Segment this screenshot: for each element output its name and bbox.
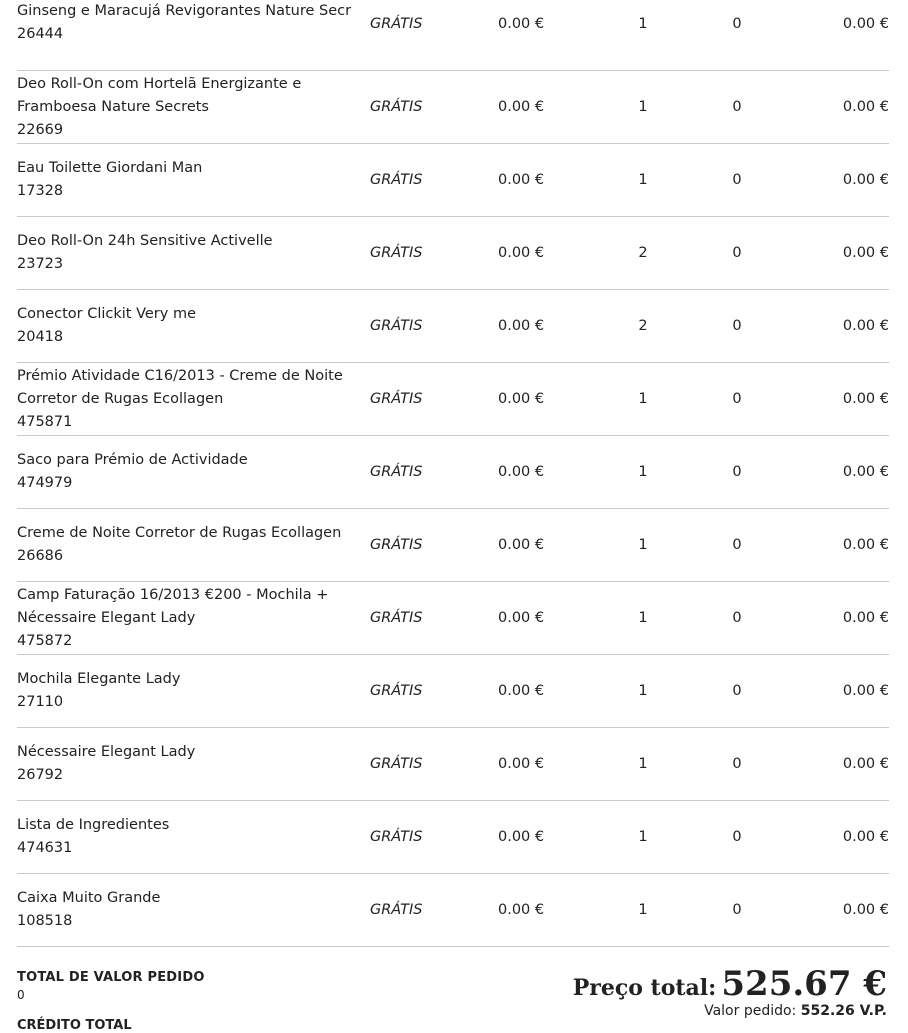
product-code: 475871 [17, 414, 73, 430]
product-info [17, 0, 377, 46]
unit-price-free: GRÁTIS [370, 610, 423, 626]
extra-value: 0 [732, 318, 742, 334]
product-info [17, 365, 377, 434]
order-value-label: Valor pedido: [704, 1003, 797, 1019]
product-code: 475872 [17, 633, 73, 649]
table-row [17, 217, 889, 290]
product-code: 26444 [17, 26, 64, 42]
extra-value: 0 [732, 99, 742, 115]
price-value: 0.00 € [498, 245, 545, 261]
product-name: Deo Roll-On 24h Sensitive Activelle [17, 233, 273, 249]
product-name: Caixa Muito Grande [17, 890, 161, 906]
product-info [17, 668, 377, 714]
line-total: 0.00 € [842, 610, 889, 626]
product-info [17, 73, 377, 142]
price-value: 0.00 € [498, 683, 545, 699]
price-value: 0.00 € [498, 464, 545, 480]
table-row [17, 582, 889, 655]
line-total: 0.00 € [842, 902, 889, 918]
total-order-value-label: TOTAL DE VALOR PEDIDO [17, 970, 205, 985]
unit-price-free: GRÁTIS [370, 464, 423, 480]
price-value: 0.00 € [498, 756, 545, 772]
product-info [17, 230, 377, 276]
grand-total [573, 964, 887, 1004]
table-row [17, 874, 889, 947]
extra-value: 0 [732, 16, 742, 32]
quantity-value: 1 [638, 464, 648, 480]
price-value: 0.00 € [498, 537, 545, 553]
unit-price-free: GRÁTIS [370, 391, 423, 407]
extra-value: 0 [732, 829, 742, 845]
price-value: 0.00 € [498, 391, 545, 407]
product-code: 474979 [17, 475, 73, 491]
quantity-value: 1 [638, 391, 648, 407]
product-info [17, 741, 377, 787]
product-code: 26792 [17, 767, 64, 783]
table-row [17, 728, 889, 801]
price-value: 0.00 € [498, 172, 545, 188]
extra-value: 0 [732, 172, 742, 188]
extra-value: 0 [732, 756, 742, 772]
line-total: 0.00 € [842, 16, 889, 32]
table-row [17, 71, 889, 144]
order-summary [17, 960, 889, 1033]
line-total: 0.00 € [842, 756, 889, 772]
line-total: 0.00 € [842, 99, 889, 115]
quantity-value: 2 [638, 318, 648, 334]
line-total: 0.00 € [842, 245, 889, 261]
unit-price-free: GRÁTIS [370, 756, 423, 772]
price-value: 0.00 € [498, 318, 545, 334]
product-code: 27110 [17, 694, 64, 710]
extra-value: 0 [732, 464, 742, 480]
unit-price-free: GRÁTIS [370, 245, 423, 261]
product-info [17, 522, 377, 568]
table-row [17, 0, 889, 71]
table-row [17, 144, 889, 217]
extra-value: 0 [732, 391, 742, 407]
product-code: 20418 [17, 329, 64, 345]
table-row [17, 436, 889, 509]
quantity-value: 2 [638, 245, 648, 261]
product-info [17, 157, 377, 203]
quantity-value: 1 [638, 829, 648, 845]
product-name: Conector Clickit Very me [17, 306, 196, 322]
product-info [17, 814, 377, 860]
grand-total-label: Preço total: [572, 975, 717, 1001]
price-value: 0.00 € [498, 829, 545, 845]
order-value-amount: 552.26 V.P. [800, 1003, 887, 1019]
table-row [17, 290, 889, 363]
product-info [17, 303, 377, 349]
line-total: 0.00 € [842, 172, 889, 188]
total-order-value: 0 [17, 988, 25, 1002]
unit-price-free: GRÁTIS [370, 683, 423, 699]
order-items-table [17, 0, 889, 947]
grand-total-value: 525.67 € [721, 964, 887, 1004]
quantity-value: 1 [638, 172, 648, 188]
product-name: Mochila Elegante Lady [17, 671, 181, 687]
quantity-value: 1 [638, 683, 648, 699]
price-value: 0.00 € [498, 610, 545, 626]
quantity-value: 1 [638, 610, 648, 626]
unit-price-free: GRÁTIS [370, 99, 423, 115]
unit-price-free: GRÁTIS [370, 902, 423, 918]
line-total: 0.00 € [842, 829, 889, 845]
table-row [17, 801, 889, 874]
product-name: Deo Roll-On com Hortelã Energizante e Framboesa Nature Secrets [17, 76, 302, 115]
quantity-value: 1 [638, 537, 648, 553]
line-total: 0.00 € [842, 318, 889, 334]
total-credit-label: CRÉDITO TOTAL [17, 1018, 132, 1033]
product-code: 17328 [17, 183, 64, 199]
line-total: 0.00 € [842, 683, 889, 699]
product-info [17, 887, 377, 933]
product-name: Saco para Prémio de Actividade [17, 452, 248, 468]
extra-value: 0 [732, 683, 742, 699]
product-code: 26686 [17, 548, 64, 564]
price-value: 0.00 € [498, 99, 545, 115]
unit-price-free: GRÁTIS [370, 16, 423, 32]
extra-value: 0 [732, 245, 742, 261]
quantity-value: 1 [638, 99, 648, 115]
extra-value: 0 [732, 902, 742, 918]
table-row [17, 509, 889, 582]
product-name: Ginseng e Maracujá Revigorantes Nature Secr [17, 3, 352, 19]
quantity-value: 1 [638, 756, 648, 772]
extra-value: 0 [732, 610, 742, 626]
product-info [17, 584, 377, 653]
product-info [17, 449, 377, 495]
product-name: Nécessaire Elegant Lady [17, 744, 196, 760]
table-row [17, 655, 889, 728]
product-name: Creme de Noite Corretor de Rugas Ecollagen [17, 525, 342, 541]
product-name: Eau Toilette Giordani Man [17, 160, 203, 176]
quantity-value: 1 [638, 16, 648, 32]
line-total: 0.00 € [842, 537, 889, 553]
unit-price-free: GRÁTIS [370, 829, 423, 845]
line-total: 0.00 € [842, 464, 889, 480]
unit-price-free: GRÁTIS [370, 318, 423, 334]
table-row [17, 363, 889, 436]
product-code: 108518 [17, 913, 73, 929]
product-name: Prémio Atividade C16/2013 - Creme de Noite Corretor de Rugas Ecollagen [17, 368, 343, 407]
quantity-value: 1 [638, 902, 648, 918]
order-value-points [704, 1003, 887, 1019]
extra-value: 0 [732, 537, 742, 553]
unit-price-free: GRÁTIS [370, 172, 423, 188]
product-code: 22669 [17, 122, 64, 138]
price-value: 0.00 € [498, 16, 545, 32]
product-code: 23723 [17, 256, 64, 272]
unit-price-free: GRÁTIS [370, 537, 423, 553]
line-total: 0.00 € [842, 391, 889, 407]
product-name: Camp Faturação 16/2013 €200 - Mochila + Nécessaire Elegant Lady [17, 587, 329, 626]
product-code: 474631 [17, 840, 73, 856]
price-value: 0.00 € [498, 902, 545, 918]
product-name: Lista de Ingredientes [17, 817, 170, 833]
